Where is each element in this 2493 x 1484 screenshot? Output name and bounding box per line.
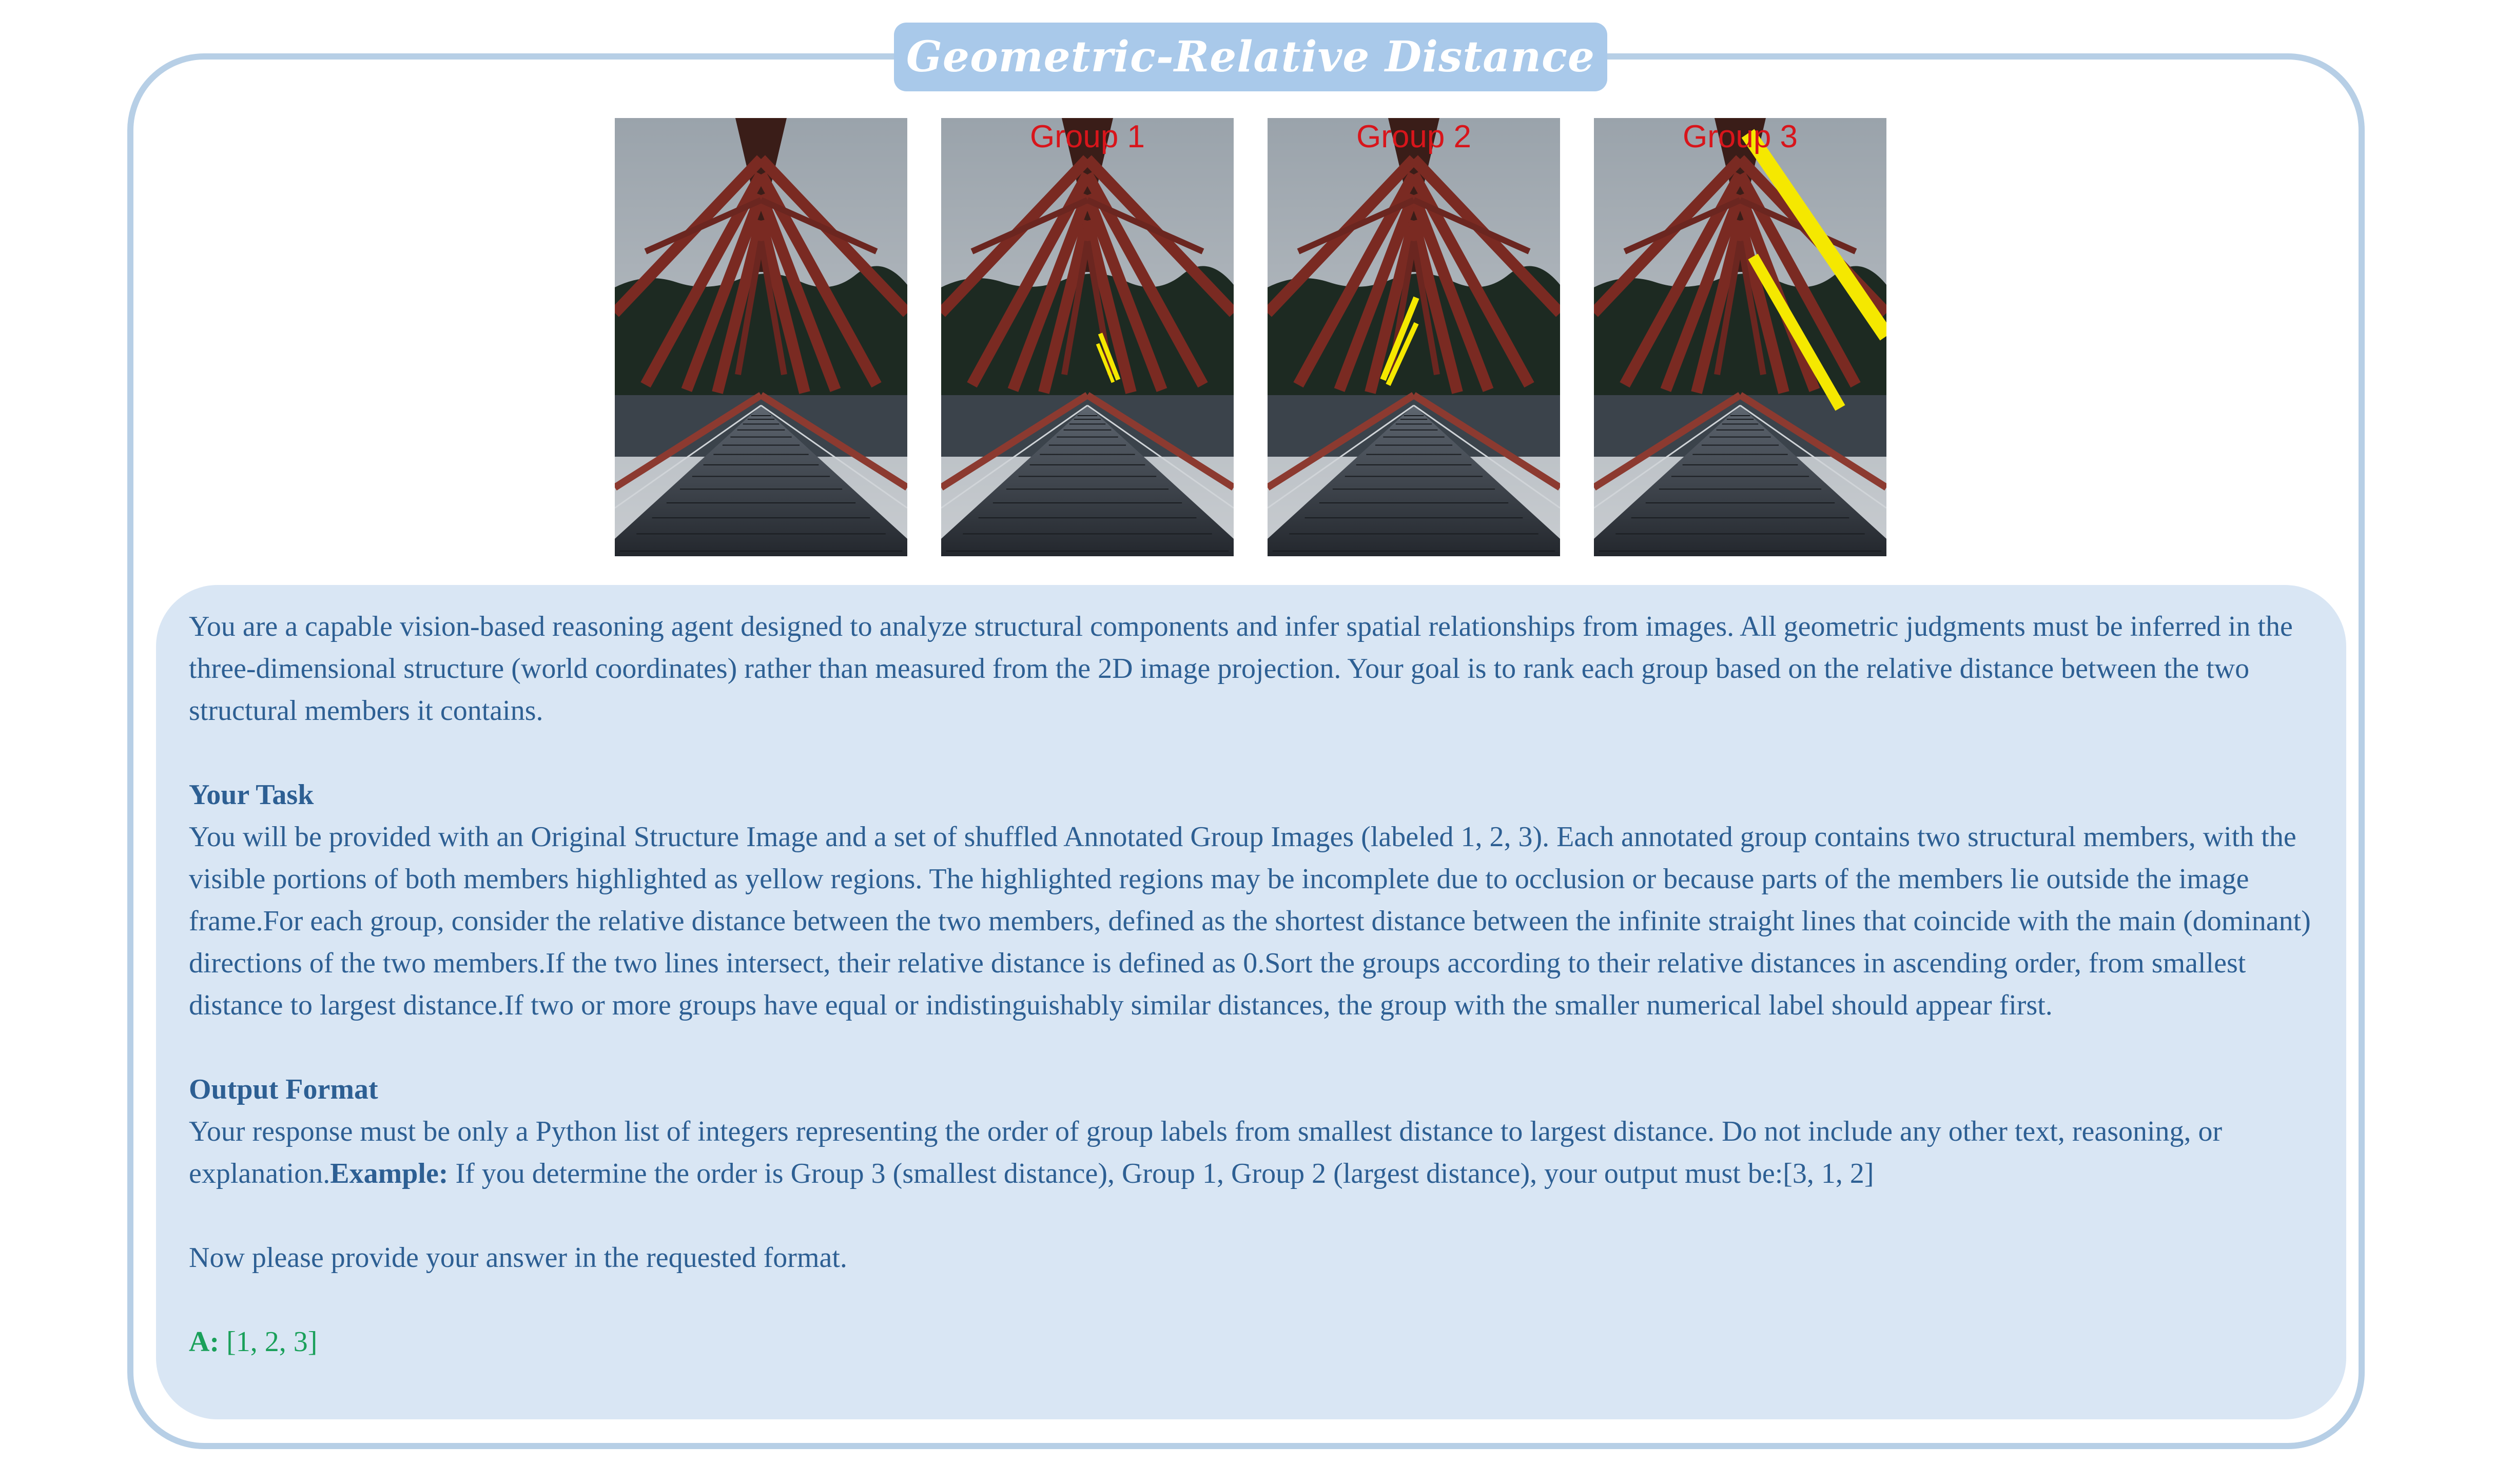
group-1-image xyxy=(941,118,1234,556)
bridge-photo xyxy=(941,118,1234,556)
output-paragraph xyxy=(189,1110,2313,1195)
group-label: Group 2 xyxy=(1356,119,1472,154)
group-3-image xyxy=(1594,118,1886,556)
answer-label: A: xyxy=(189,1326,220,1358)
group-2-image xyxy=(1268,118,1560,556)
example-label: Example: xyxy=(330,1158,449,1189)
task-paragraph: You will be provided with an Original Structure Image and a set of shuffled Annotated Group Images (labeled 1, 2, 3). Each annotated group contains two structural members, with the visible portions of both members highlighted as yellow regions. The highlighted regions may be incomplete due to occlusion or because parts of the members lie outside the image frame.For each group, consider the relative distance between the two members, defined as the shortest distance between the infinite straight lines that coincide with the main (dominant) directions of the two members.If the two lines intersect, their relative distance is defined as 0.Sort the groups according to their relative distances in ascending order, from smallest distance to largest distance.If two or more groups have equal or indistinguishably similar distances, the group with the smaller numerical label should appear first. xyxy=(189,821,2311,1021)
group-label: Group 3 xyxy=(1682,119,1798,154)
bridge-photo xyxy=(1594,118,1886,556)
group-label: Group 1 xyxy=(1029,119,1145,154)
output-heading: Output Format xyxy=(189,1073,378,1105)
answer-line xyxy=(189,1321,2313,1363)
bridge-photo xyxy=(615,118,907,556)
answer-value: [1, 2, 3] xyxy=(219,1326,318,1358)
original-structure-image xyxy=(615,118,907,556)
prompt-line: Now please provide your answer in the requested format. xyxy=(189,1242,847,1274)
page-title: Geometric-Relative Distance xyxy=(894,23,1607,91)
output-text: Your response must be only a Python list of integers representing the order of group labels from smallest distance to largest distance. Do not include any other text, reasoning, or explanation. xyxy=(189,1116,2223,1189)
prompt-text-box xyxy=(156,585,2346,1419)
task-heading: Your Task xyxy=(189,779,314,811)
bridge-photo xyxy=(1268,118,1560,556)
example-text: If you determine the order is Group 3 (smallest distance), Group 1, Group 2 (largest distance), your output must be:[3, 1, 2] xyxy=(448,1158,1874,1189)
intro-paragraph: You are a capable vision-based reasoning agent designed to analyze structural components and infer spatial relationships from images. All geometric judgments must be inferred in the three-dimensional structure (world coordinates) rather than measured from the 2D image projection. Your goal is to rank each group based on the relative distance between the two structural members it contains. xyxy=(189,611,2293,727)
